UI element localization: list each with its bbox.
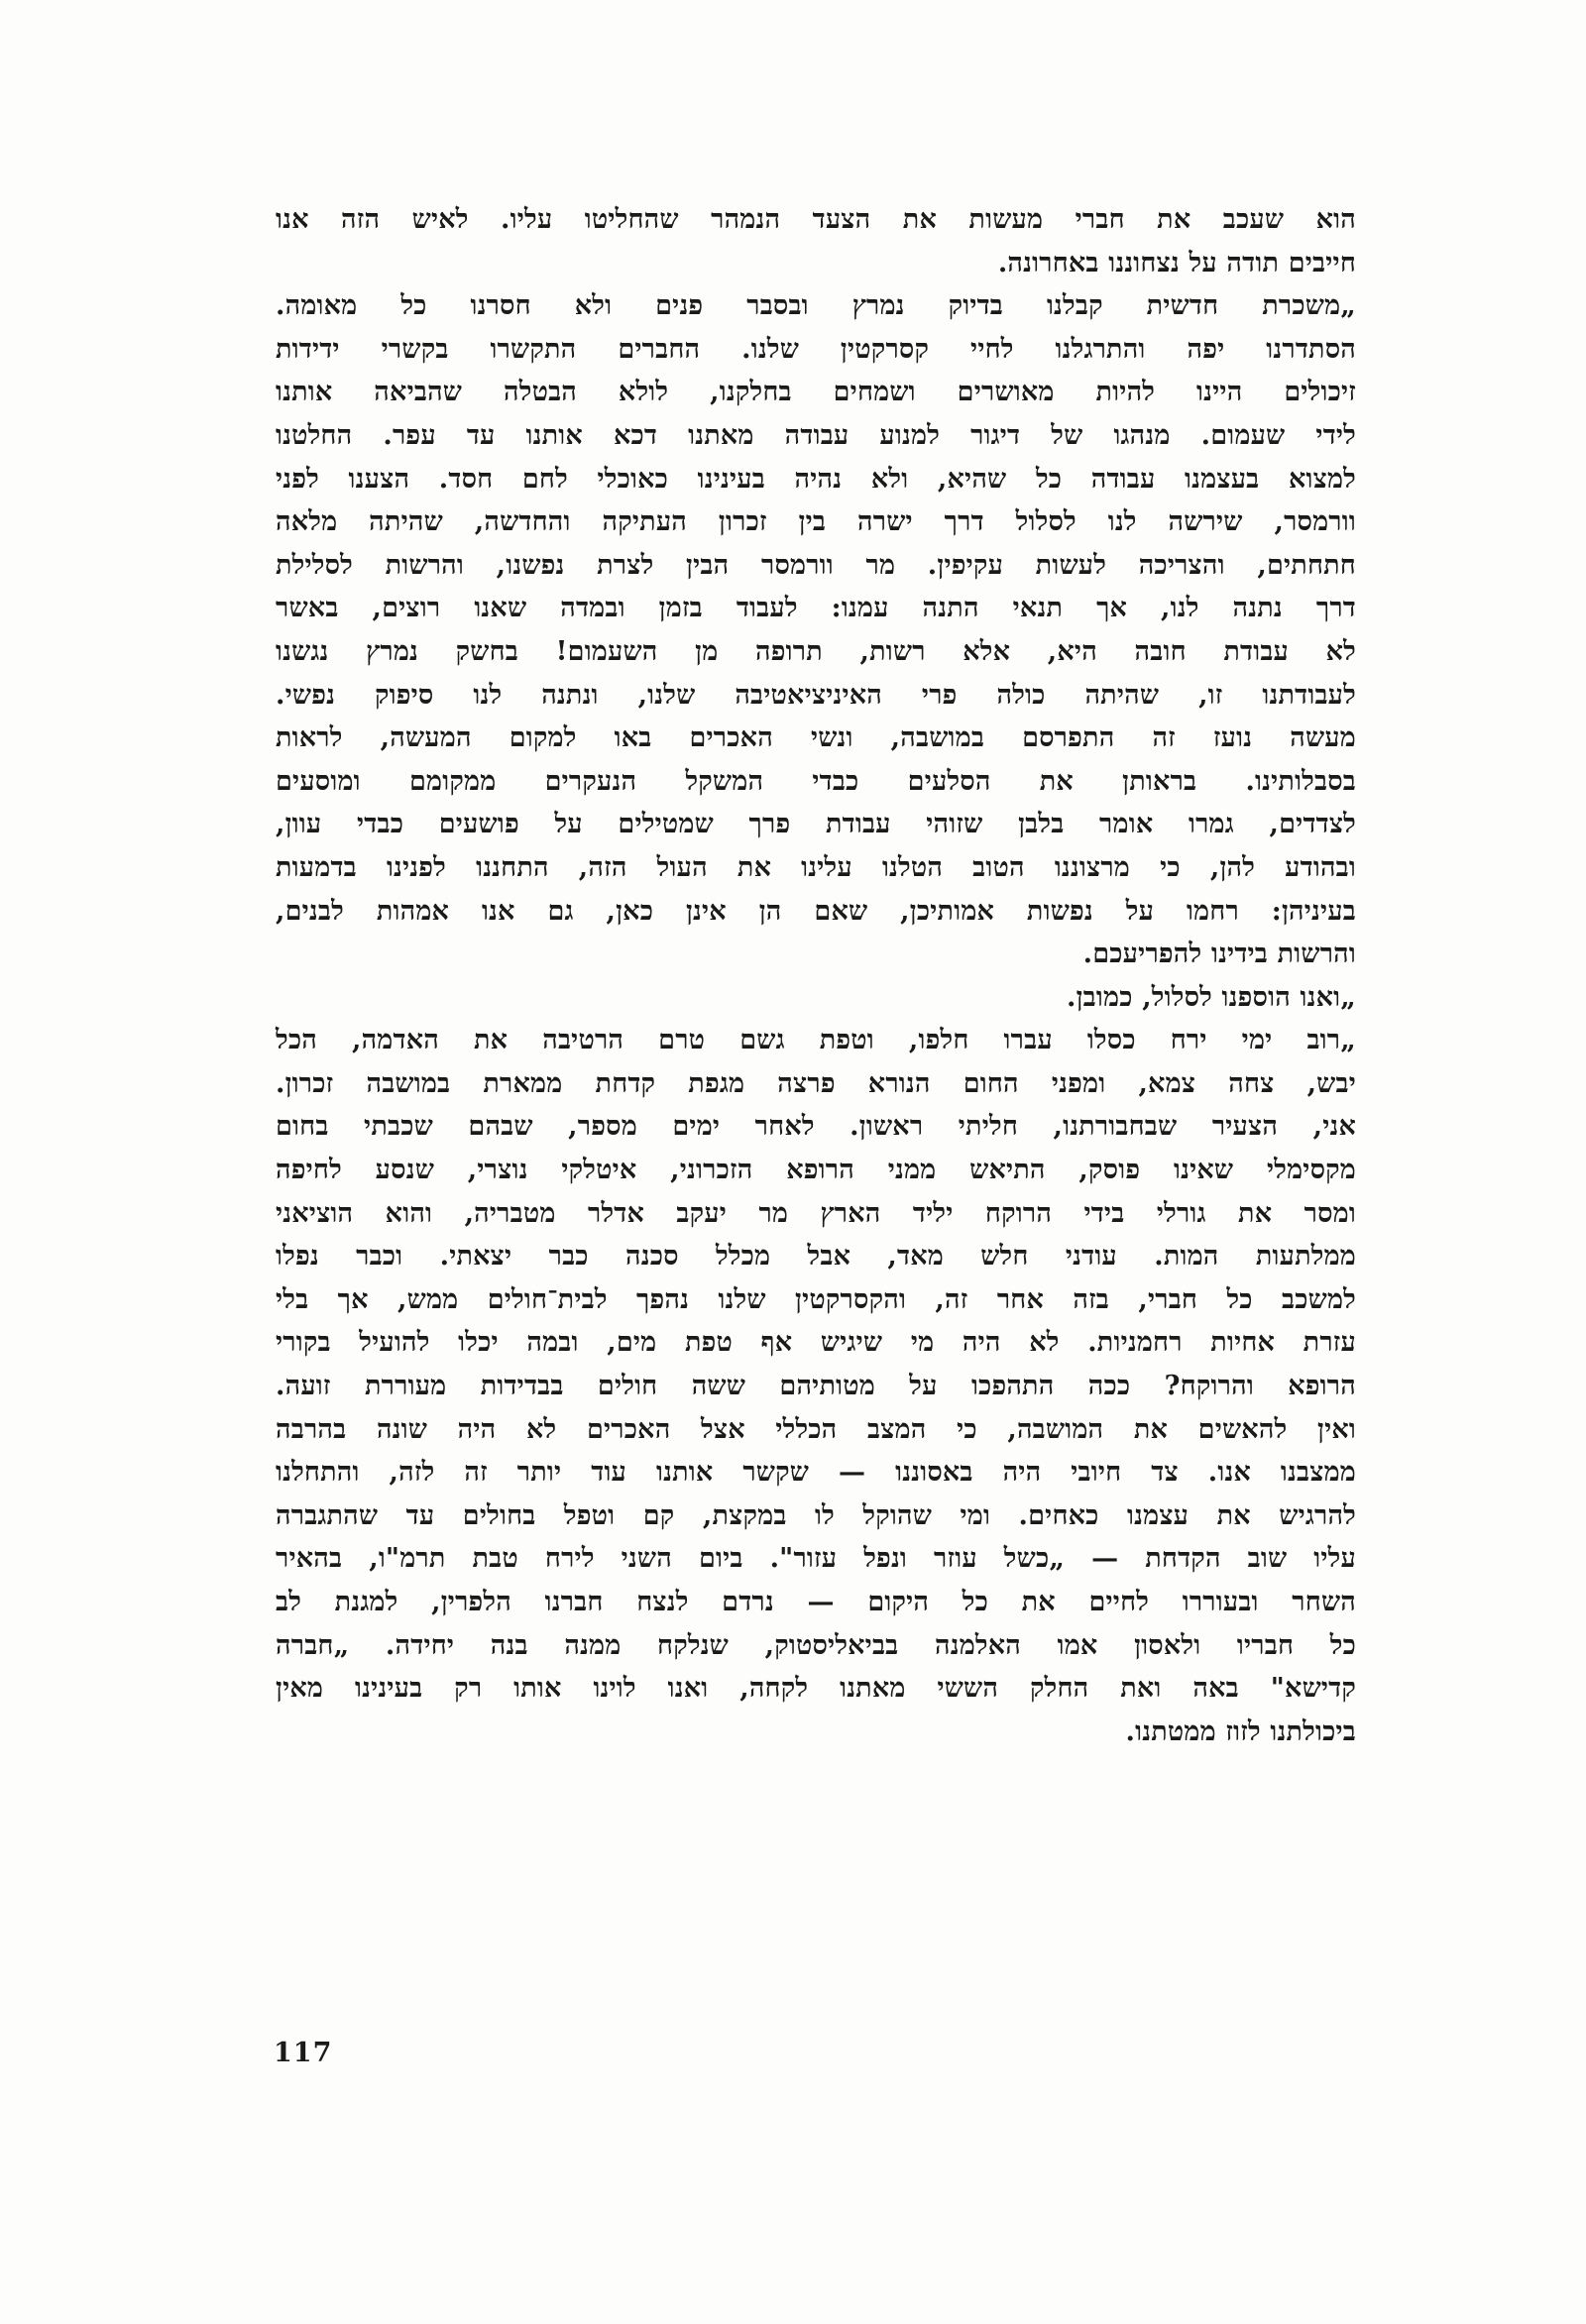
text-line: „ואנו הוספנו לסלול, כמובן. [1067,981,1356,1013]
text-line: „משכרת חדשית קבלנו בדיוק נמרץ ובסבר פנים ולא חסרנו כל מאומה. [276,290,1356,322]
text-line: מעשה נועז זה התפרסם במושבה, ונשי האכרים באו למקום המעשה, לראות [276,722,1356,754]
page-number: 117 [274,2038,333,2068]
text-line: ואין להאשים את המושבה, כי המצב הכללי אצל האכרים לא היה שונה בהרבה [276,1413,1356,1445]
text-line: לצדדים, גמרו אומר בלבן שזוהי עבודת פרך שמטילים על פושעים כבדי עוון, [276,809,1356,840]
text-line: והרשות בידינו להפריעכם. [1082,939,1356,970]
text-line: כל חבריו ולאסון אמו האלמנה בביאליסטוק, שנלקח ממנה בנה יחידה. „חברה [276,1629,1356,1661]
text-line: „רוב ימי ירח כסלו עברו חלפו, וטפת גשם טרם הרטיבה את האדמה, הכל [276,1025,1356,1056]
text-line: להרגיש את עצמנו כאחים. ומי שהוקל לו במקצת, קם וטפל בחולים עד שהתגברה [276,1499,1356,1531]
text-line: עליו שוב הקדחת — „כשל עוזר ונפל עזור". ביום השני לירח טבת תרמ"ו, בהאיר [276,1543,1356,1575]
text-line: חייבים תודה על נצחוננו באחרונה. [997,247,1356,278]
text-line: למשכב כל חברי, בזה אחר זה, והקסרקטין שלנו נהפך לבית־חולים ממש, אך בלי [276,1283,1356,1315]
text-line: אני, הצעיר שבחבורתנו, חליתי ראשון. לאחר ימים מספר, שבהם שכבתי בחום [276,1111,1356,1143]
text-line: הוא שעכב את חברי מעשות את הצעד הנמהר שהחליטו עליו. לאיש הזה אנו [276,204,1356,235]
text-line: זיכולים היינו להיות מאושרים ושמחים בחלקנו, לולא הבטלה שהביאה אותנו [276,377,1356,408]
text-line: לעבודתנו זו, שהיתה כולה פרי האיניציאטיבה שלנו, ונתנה לנו סיפוק נפשי. [276,679,1356,711]
text-line: בסבלותינו. בראותן את הסלעים כבדי המשקל הנעקרים ממקומם ומוסעים [276,765,1356,797]
text-line: הסתדרנו יפה והתרגלנו לחיי קסרקטין שלנו. החברים התקשרו בקשרי ידידות [276,333,1356,365]
text-line: השחר ובעוררו לחיים את כל היקום — נרדם לנצח חברנו הלפרין, למגנת לב [276,1587,1356,1617]
text-line: עזרת אחיות רחמניות. לא היה מי שיגיש אף טפת מים, ובמה יכלו להועיל בקורי [276,1327,1356,1359]
body-text [276,198,1356,1753]
text-line: ובהודע להן, כי מרצוננו הטוב הטלנו עלינו את העול הזה, התחננו לפנינו בדמעות [276,851,1356,883]
text-line: לא עבודת חובה היא, אלא רשות, תרופה מן השעמום! בחשק נמרץ נגשנו [276,635,1356,667]
text-line: למצוא בעצמנו עבודה כל שהיא, ולא נהיה בעינינו כאוכלי לחם חסד. הצענו לפני [276,463,1356,495]
text-line: מקסימלי שאינו פוסק, התיאש ממני הרופא הזכרוני, איטלקי נוצרי, שנסע לחיפה [276,1155,1356,1186]
text-line: ממצבנו אנו. צד חיובי היה באסוננו — שקשר אותנו עוד יותר זה לזה, והתחלנו [276,1457,1356,1489]
text-line: ומסר את גורלי בידי הרוקח יליד הארץ מר יעקב אדלר מטבריה, והוא הוציאני [276,1197,1356,1229]
text-line: לידי שעמום. מנהגו של דיגור למנוע עבודה מאתנו דכא אותנו עד עפר. החלטנו [276,419,1356,451]
text-line: חתחתים, והצריכה לעשות עקיפין. מר וורמסר הבין לצרת נפשנו, והרשות לסלילת [276,549,1356,581]
text-line: הרופא והרוקח? ככה התהפכו על מטותיהם ששה חולים בבדידות מעוררת זועה. [276,1371,1356,1402]
text-line: דרך נתנה לנו, אך תנאי התנה עמנו: לעבוד בזמן ובמדה שאנו רוצים, באשר [276,593,1356,624]
text-line: בעיניהן: רחמו על נפשות אמותיכן, שאם הן אינן כאן, גם אנו אמהות לבנים, [276,895,1356,927]
text-line: ממלתעות המות. עודני חלש מאד, אבל מכלל סכנה כבר יצאתי. וכבר נפלו [276,1241,1356,1273]
text-line: קדישא" באה ואת החלק הששי מאתנו לקחה, ואנו לוינו אותו רק בעינינו מאין [276,1673,1356,1705]
text-line: ביכולתנו לזוז ממטתנו. [1125,1715,1356,1747]
text-line: יבש, צחה צמא, ומפני החום הנורא פרצה מגפת קדחת ממארת במושבה זכרון. [276,1067,1356,1099]
text-line: וורמסר, שירשה לנו לסלול דרך ישרה בין זכרון העתיקה והחדשה, שהיתה מלאה [276,506,1356,538]
